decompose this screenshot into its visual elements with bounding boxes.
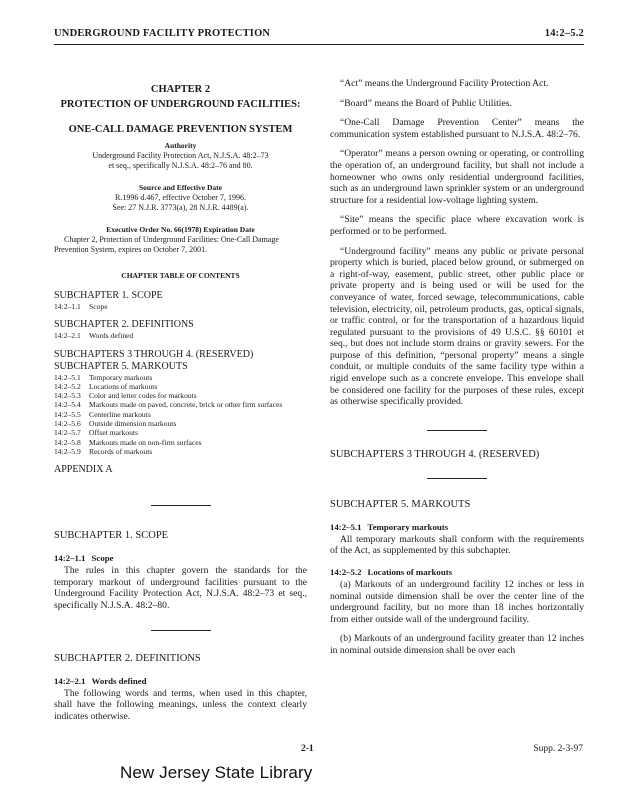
section-2-1-heading — [54, 676, 307, 686]
source-line-2: See: 27 N.J.R. 3773(a), 28 N.J.R. 4489(a). — [112, 203, 249, 212]
system-title: ONE-CALL DAMAGE PREVENTION SYSTEM — [68, 124, 293, 135]
toc-item-title: Centerline markouts — [89, 409, 151, 419]
definition-underground-facility: “Underground facility” means any public or private personal property which is buried, placed below ground, or submerged on a right-of-way, easement, public street, other public place or private property and is being used or will be used for the conveyance of water, forced sewage, telecommunications, cable television, electricity, oil, petroleum products, gas, optical signals, or traffic control, or for the transportation of a hazardous liquid regulated pursuant to the provisions of 49 U.S.C. §§ 60101 et seq., but does not include storm drains or gravity sewers. For the purpose of this definition, “personal property” means a single conduit, or multiple conduits of the same facility type within a rigid envelope such as a concrete envelope. This envelope shall be considered one facility for the purposes of these rules, except as otherwise specifically provided. — [330, 245, 584, 408]
header-title: UNDERGROUND FACILITY PROTECTION — [54, 28, 271, 39]
section-number: 14:2–5.2 — [330, 567, 362, 578]
right-column — [330, 78, 584, 657]
toc-subchapter-2[interactable]: SUBCHAPTER 2. DEFINITIONS — [54, 319, 194, 331]
toc-item-number: 14:2–1.1 — [54, 302, 81, 311]
section-5-2-heading — [330, 567, 584, 577]
toc-item[interactable] — [54, 391, 307, 400]
definition-act: “Act” means the Underground Facility Protection Act. — [340, 78, 549, 89]
toc-subchapter-1[interactable]: SUBCHAPTER 1. SCOPE — [54, 290, 163, 301]
toc-item[interactable] — [54, 438, 307, 447]
toc-item-number: 14:2–5.5 — [54, 409, 81, 419]
section-5-1-heading — [330, 522, 584, 532]
toc-item-title: Words defined — [89, 331, 134, 341]
toc-appendix[interactable]: APPENDIX A — [54, 464, 113, 476]
section-5-2-a: (a) Markouts of an underground facility 12 inches or less in nominal outside dimension shall be over the center line of the underground facility, but no more than 18 inches horizontally from either outside wall of the underground facility. — [330, 579, 584, 625]
section-title: Scope — [91, 553, 114, 564]
section-title: Words defined — [91, 675, 147, 686]
section-5-2-b: (b) Markouts of an underground facility greater than 12 inches in nominal outside dimension shall be over each — [330, 633, 584, 656]
subchapter-2-title: SUBCHAPTER 2. DEFINITIONS — [54, 652, 201, 664]
toc-item[interactable] — [54, 373, 307, 382]
subchapter-5-title: SUBCHAPTER 5. MARKOUTS — [330, 498, 471, 510]
authority-line-2: et seq., specifically N.J.S.A. 48:2–76 and 80. — [108, 161, 253, 170]
section-number: 14:2–5.1 — [330, 521, 362, 532]
toc-item[interactable] — [54, 331, 307, 340]
chapter-title: PROTECTION OF UNDERGROUND FACILITIES: — [60, 99, 301, 110]
toc-item-number: 14:2–2.1 — [54, 331, 81, 341]
section-2-1-text: The following words and terms, when used in this chapter, shall have the following meanings, unless the context clearly indicates otherwise. — [54, 687, 307, 722]
section-1-1-heading — [54, 553, 307, 563]
definition-board: “Board” means the Board of Public Utilities. — [340, 97, 512, 109]
running-header — [54, 28, 584, 44]
toc-item-title: Outside dimension markouts — [89, 419, 177, 429]
authority-heading: Authority — [164, 141, 197, 150]
subchapter-1-title: SUBCHAPTER 1. SCOPE — [54, 530, 169, 542]
toc-item[interactable] — [54, 428, 307, 437]
header-section: 14:2–5.2 — [544, 28, 584, 39]
definition-site: “Site” means the specific place where excavation work is performed or to be performed. — [330, 214, 584, 237]
toc-item-title: Color and letter codes for markouts — [89, 391, 197, 401]
toc-item-title: Markouts made on paved, concrete, brick or other firm surfaces — [89, 400, 283, 410]
toc-item[interactable] — [54, 382, 307, 391]
toc-item-number: 14:2–5.3 — [54, 391, 81, 401]
toc-heading: CHAPTER TABLE OF CONTENTS — [121, 271, 240, 280]
toc-item-number: 14:2–5.8 — [54, 437, 81, 447]
library-stamp: New Jersey State Library — [120, 763, 313, 782]
section-1-1-text: The rules in this chapter govern the standards for the temporary markout of underground facilities pursuant to the Underground Facility Protection Act, N.J.S.A. 48:2–73 et seq., specifically N.J.S.A. 48:2–80. — [54, 565, 307, 612]
section-number: 14:2–1.1 — [54, 553, 86, 564]
section-number: 14:2–2.1 — [54, 675, 86, 686]
toc-item[interactable] — [54, 447, 307, 456]
left-column — [54, 78, 307, 722]
chapter-number: CHAPTER 2 — [150, 84, 211, 95]
toc-item-title: Records of markouts — [89, 446, 153, 456]
header-rule — [54, 44, 584, 45]
toc-subchapter-5[interactable]: SUBCHAPTER 5. MARKOUTS — [54, 360, 188, 372]
definition-one-call-center: “One-Call Damage Prevention Center” means the communication system established pursuant to N.J.S.A. 48:2–76. — [330, 117, 584, 140]
toc-item[interactable] — [54, 419, 307, 428]
toc-item-title: Markouts made on non-firm surfaces — [89, 437, 202, 447]
authority-line-1: Underground Facility Protection Act, N.J.S.A. 48:2–73 — [92, 151, 269, 160]
toc-item-title: Scope — [89, 302, 108, 311]
toc-item[interactable] — [54, 400, 307, 409]
subchapters-3-4-title: SUBCHAPTERS 3 THROUGH 4. (RESERVED) — [330, 448, 540, 460]
page-number: 2-1 — [301, 744, 314, 754]
toc-item-number: 14:2–5.4 — [54, 400, 81, 410]
toc-item-title: Locations of markouts — [89, 381, 158, 391]
section-5-1-text: All temporary markouts shall conform with the requirements of the Act, as supplemented by this subchapter. — [330, 533, 584, 557]
toc-item-title: Temporary markouts — [89, 372, 153, 382]
definition-operator: “Operator” means a person owning or operating, or controlling the operation of, an underground facility, but shall not include a homeowner who owns only residential underground facilities, such as an underground lawn sprinkler system or an underground structure for a residential low-voltage lighting system. — [330, 148, 584, 206]
toc-subchapters-3-4[interactable]: SUBCHAPTERS 3 THROUGH 4. (RESERVED) — [54, 348, 254, 360]
supplement-date: Supp. 2-3-97 — [533, 744, 583, 754]
section-title: Temporary markouts — [367, 521, 449, 532]
toc-item-title: Offset markouts — [89, 428, 138, 438]
toc-item[interactable] — [54, 410, 307, 419]
source-line-1: R.1996 d.467, effective October 7, 1996. — [115, 193, 246, 202]
executive-order-text: Chapter 2, Protection of Underground Facilities: One-Call Damage Prevention System, expires on October 7, 2001. — [54, 235, 279, 254]
toc-item-number: 14:2–5.1 — [54, 372, 81, 382]
toc-item-number: 14:2–5.6 — [54, 419, 81, 429]
source-heading: Source and Effective Date — [139, 183, 222, 192]
toc-item-number: 14:2–5.9 — [54, 446, 81, 456]
toc-item-number: 14:2–5.7 — [54, 428, 81, 438]
toc-item[interactable] — [54, 302, 307, 311]
executive-order-heading: Executive Order No. 66(1978) Expiration Date — [106, 225, 255, 234]
toc-item-number: 14:2–5.2 — [54, 381, 81, 391]
section-title: Locations of markouts — [367, 567, 453, 578]
